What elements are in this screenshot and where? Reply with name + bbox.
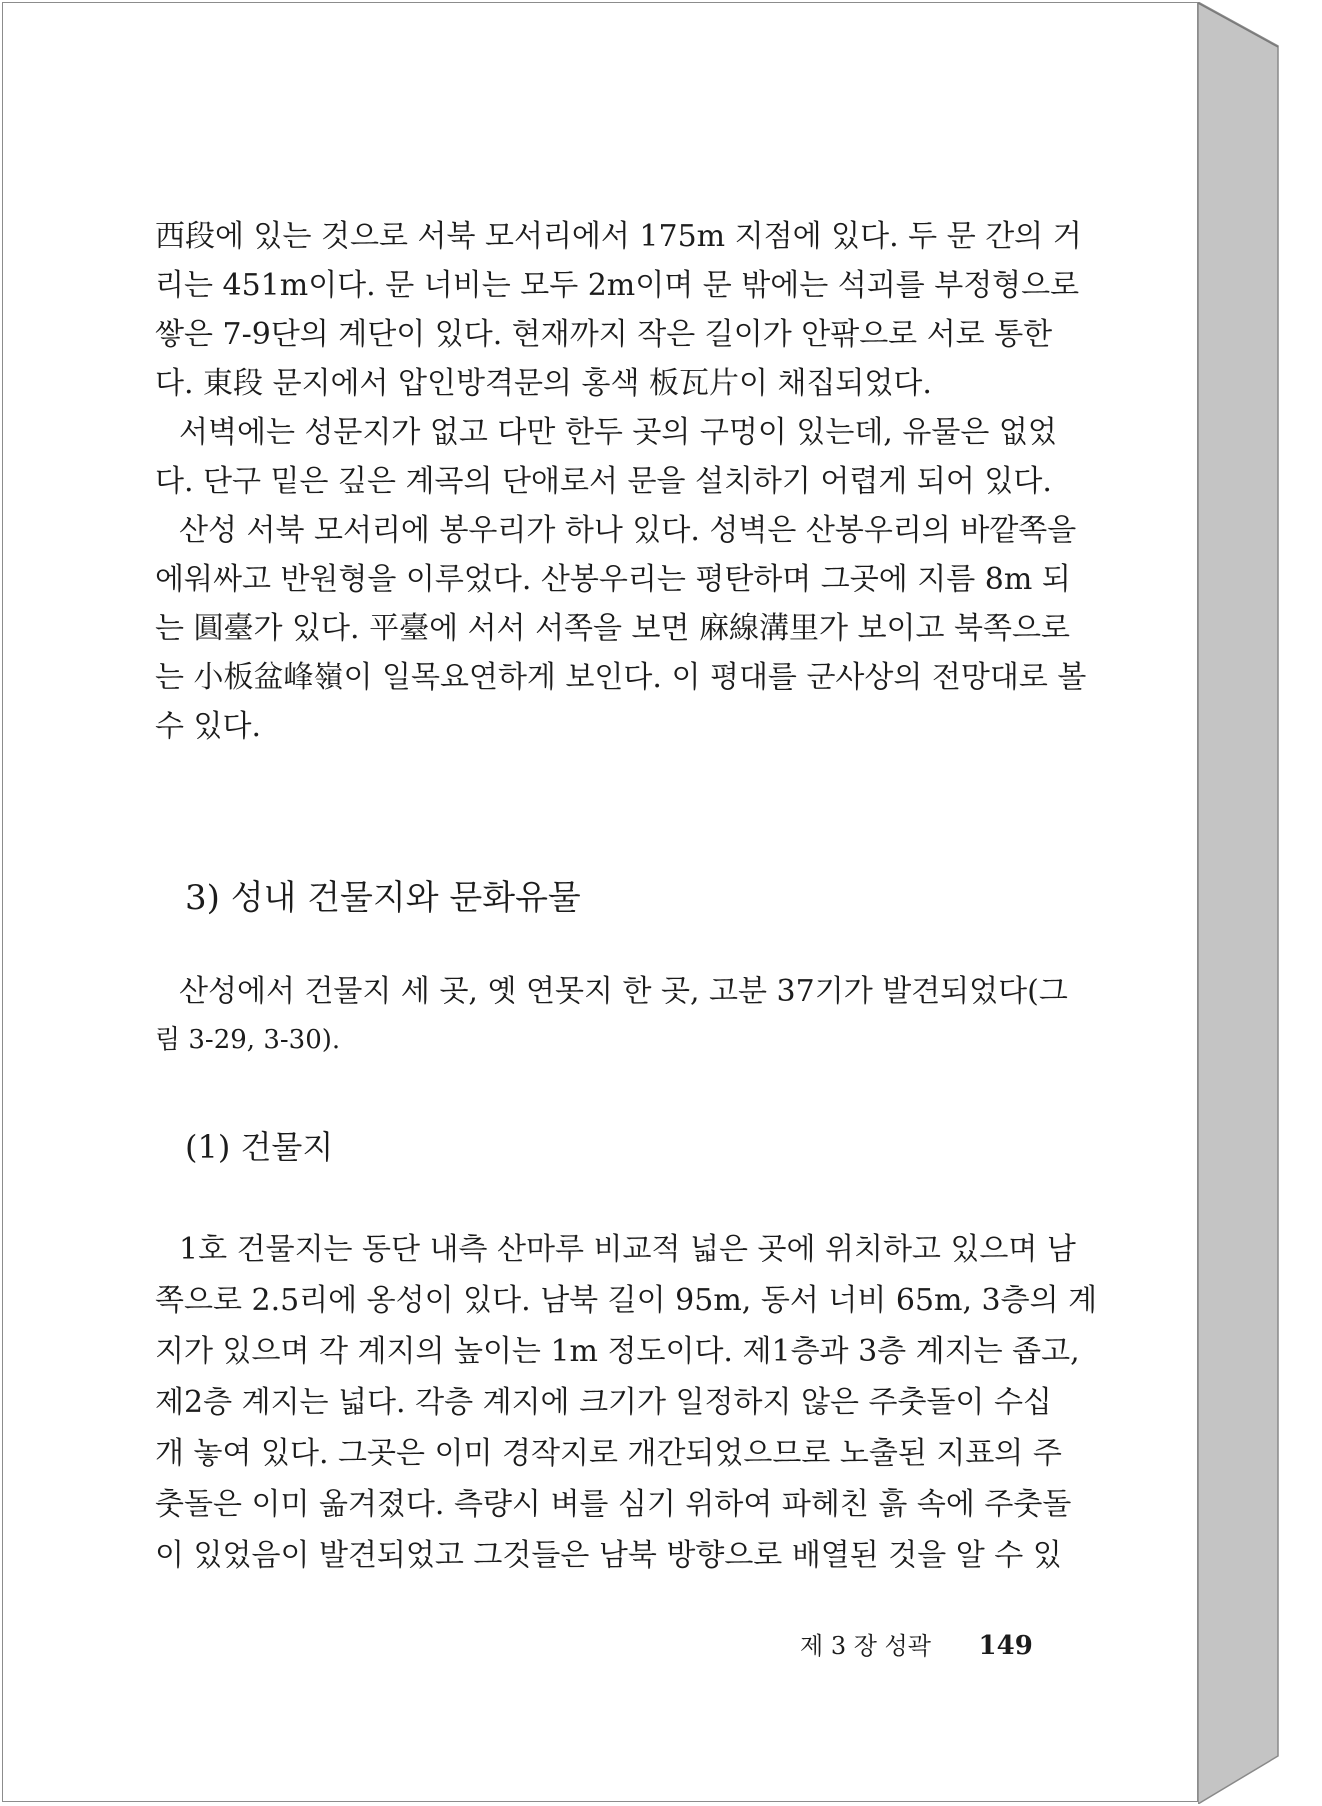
body-line: 다. 東段 문지에서 압인방격문의 홍색 板瓦片이 채집되었다. [155, 366, 932, 401]
building-line: 개 놓여 있다. 그곳은 이미 경작지로 개간되었으므로 노출된 지표의 주 [155, 1436, 1062, 1471]
chapter-label: 제 3 장 성곽 [800, 1632, 931, 1660]
building-line: 지가 있으며 각 계지의 높이는 1m 정도이다. 제1층과 3층 계지는 좁고, [155, 1334, 1080, 1369]
intro-line: 림 3-29, 3-30). [155, 1025, 341, 1055]
body-line: 는 圓臺가 있다. 平臺에 서서 서쪽을 보면 麻線溝里가 보이고 북쪽으로 [155, 611, 1070, 646]
intro-line: 산성에서 건물지 세 곳, 옛 연못지 한 곳, 고분 37기가 발견되었다(그 [179, 974, 1068, 1009]
body-line: 다. 단구 밑은 깊은 계곡의 단애로서 문을 설치하기 어렵게 되어 있다. [155, 464, 1052, 499]
body-line: 리는 451m이다. 문 너비는 모두 2m이며 문 밖에는 석괴를 부정형으로 [155, 268, 1080, 303]
building-line: 쪽으로 2.5리에 옹성이 있다. 남북 길이 95m, 동서 너비 65m, 3층의 계 [155, 1283, 1098, 1318]
body-line: 산성 서북 모서리에 봉우리가 하나 있다. 성벽은 산봉우리의 바깥쪽을 [179, 513, 1077, 548]
section-heading: 3) 성내 건물지와 문화유물 [185, 878, 581, 918]
page-number: 149 [978, 1631, 1033, 1661]
building-line: 이 있었음이 발견되었고 그것들은 남북 방향으로 배열된 것을 알 수 있 [155, 1538, 1062, 1573]
intro-paragraph [155, 967, 1068, 1065]
body-line: 서벽에는 성문지가 없고 다만 한두 곳의 구멍이 있는데, 유물은 없었 [179, 415, 1057, 450]
building-line: 춧돌은 이미 옮겨졌다. 측량시 벼를 심기 위하여 파헤친 흙 속에 주춧돌 [155, 1487, 1072, 1522]
body-line: 에워싸고 반원형을 이루었다. 산봉우리는 평탄하며 그곳에 지름 8m 되 [155, 562, 1071, 597]
body-paragraphs [155, 212, 1087, 751]
page-edge-shading [1198, 2, 1320, 1804]
body-line: 는 小板盆峰嶺이 일목요연하게 보인다. 이 평대를 군사상의 전망대로 볼 [155, 660, 1087, 695]
building-line: 제2층 계지는 넓다. 각층 계지에 크기가 일정하지 않은 주춧돌이 수십 [155, 1385, 1052, 1420]
body-line: 쌓은 7-9단의 계단이 있다. 현재까지 작은 길이가 안팎으로 서로 통한 [155, 317, 1053, 352]
page-footer [800, 1626, 1033, 1661]
body-line: 西段에 있는 것으로 서북 모서리에서 175m 지점에 있다. 두 문 간의 거 [155, 219, 1082, 254]
subsection-heading: (1) 건물지 [185, 1128, 334, 1166]
building-paragraph [155, 1224, 1098, 1581]
body-line: 수 있다. [155, 709, 262, 744]
building-line: 1호 건물지는 동단 내측 산마루 비교적 넓은 곳에 위치하고 있으며 남 [179, 1232, 1076, 1267]
